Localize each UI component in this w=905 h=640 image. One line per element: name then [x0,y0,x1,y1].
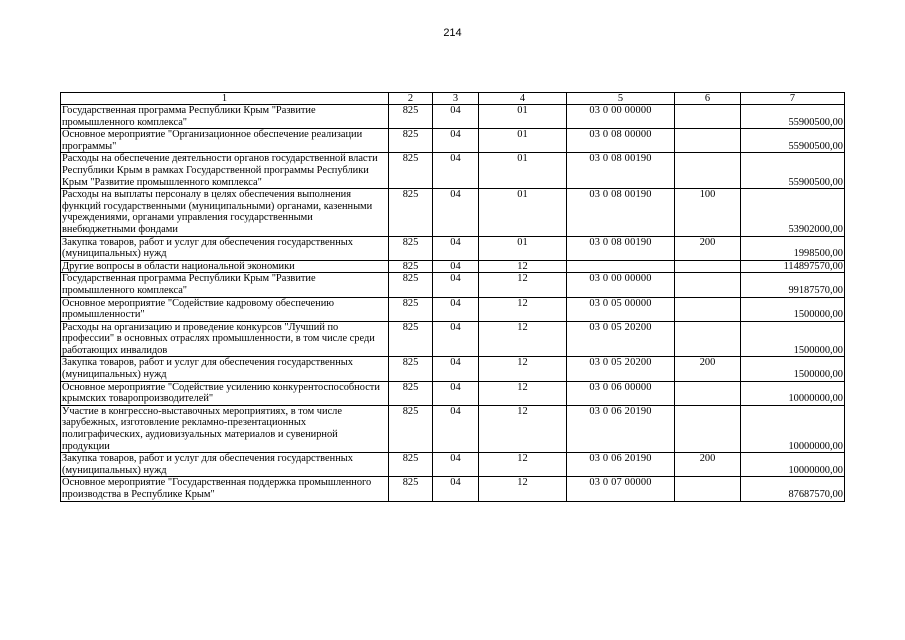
cell-name: Основное мероприятие "Содействие усилению конкурентоспособности крымских товаропроизводителей" [61,381,389,405]
cell-section: 04 [433,236,479,260]
cell-name: Участие в конгрессно-выставочных мероприятиях, в том числе зарубежных, изготовление рекламно-презентационных полиграфических, аудиовизуальных материалов и сувенирной продукции [61,405,389,452]
cell-program: 03 0 07 00000 [567,477,675,501]
cell-section: 04 [433,405,479,452]
cell-section: 04 [433,381,479,405]
cell-program: 03 0 08 00190 [567,153,675,189]
cell-name: Закупка товаров, работ и услуг для обеспечения государственных (муниципальных) нужд [61,236,389,260]
budget-table [60,92,845,502]
cell-amount: 55900500,00 [741,129,845,153]
cell-name: Государственная программа Республики Крым "Развитие промышленного комплекса" [61,273,389,297]
cell-expense-type [675,105,741,129]
cell-program: 03 0 06 20190 [567,453,675,477]
cell-amount: 55900500,00 [741,153,845,189]
cell-expense-type [675,297,741,321]
cell-name: Закупка товаров, работ и услуг для обеспечения государственных (муниципальных) нужд [61,453,389,477]
table-row [61,453,845,477]
cell-section: 04 [433,189,479,236]
cell-name: Основное мероприятие "Содействие кадровому обеспечению промышленности" [61,297,389,321]
table-row [61,189,845,236]
cell-section: 04 [433,105,479,129]
cell-program: 03 0 00 00000 [567,273,675,297]
page-number: 214 [443,27,462,39]
cell-ministry: 825 [389,273,433,297]
cell-name: Расходы на выплаты персоналу в целях обеспечения выполнения функций государственными (муниципальными) органами, казенными учреждениями, органами управления государственными внебюджетными фондами [61,189,389,236]
cell-expense-type: 200 [675,357,741,381]
cell-expense-type [675,129,741,153]
cell-name: Государственная программа Республики Крым "Развитие промышленного комплекса" [61,105,389,129]
cell-expense-type [675,260,741,273]
cell-ministry: 825 [389,357,433,381]
cell-amount: 114897570,00 [741,260,845,273]
table-row [61,236,845,260]
cell-amount: 87687570,00 [741,477,845,501]
cell-section: 04 [433,321,479,357]
cell-subsection: 01 [479,189,567,236]
cell-expense-type: 200 [675,236,741,260]
cell-name: Другие вопросы в области национальной экономики [61,260,389,273]
cell-amount: 1998500,00 [741,236,845,260]
cell-name: Основное мероприятие "Государственная поддержка промышленного производства в Республике Крым" [61,477,389,501]
column-header-ministry: 2 [389,93,433,105]
cell-ministry: 825 [389,321,433,357]
cell-program: 03 0 00 00000 [567,105,675,129]
cell-section: 04 [433,260,479,273]
cell-subsection: 01 [479,129,567,153]
cell-amount: 1500000,00 [741,297,845,321]
cell-expense-type: 200 [675,453,741,477]
column-header-amount: 7 [741,93,845,105]
cell-name: Расходы на обеспечение деятельности органов государственной власти Республики Крым в рамках Государственной программы Республики Крым "Развитие промышленного комплекса" [61,153,389,189]
cell-section: 04 [433,273,479,297]
cell-ministry: 825 [389,236,433,260]
cell-ministry: 825 [389,153,433,189]
table-row [61,477,845,501]
cell-amount: 10000000,00 [741,381,845,405]
table-row [61,321,845,357]
cell-ministry: 825 [389,260,433,273]
cell-program: 03 0 08 00000 [567,129,675,153]
cell-ministry: 825 [389,105,433,129]
cell-subsection: 12 [479,453,567,477]
cell-expense-type [675,273,741,297]
cell-program: 03 0 08 00190 [567,189,675,236]
column-header-section: 3 [433,93,479,105]
cell-program [567,260,675,273]
table-row [61,297,845,321]
cell-name: Расходы на организацию и проведение конкурсов "Лучший по профессии" в основных отраслях промышленности, в том числе среди работающих инвалидов [61,321,389,357]
cell-subsection: 12 [479,321,567,357]
cell-expense-type: 100 [675,189,741,236]
cell-program: 03 0 05 20200 [567,321,675,357]
cell-ministry: 825 [389,381,433,405]
cell-subsection: 01 [479,153,567,189]
cell-name: Закупка товаров, работ и услуг для обеспечения государственных (муниципальных) нужд [61,357,389,381]
cell-section: 04 [433,153,479,189]
cell-ministry: 825 [389,189,433,236]
cell-expense-type [675,381,741,405]
cell-program: 03 0 06 00000 [567,381,675,405]
cell-subsection: 01 [479,236,567,260]
table-row [61,260,845,273]
cell-amount: 99187570,00 [741,273,845,297]
cell-program: 03 0 05 00000 [567,297,675,321]
cell-expense-type [675,405,741,452]
column-header-subsection: 4 [479,93,567,105]
cell-amount: 55900500,00 [741,105,845,129]
cell-subsection: 12 [479,273,567,297]
column-header-program: 5 [567,93,675,105]
cell-section: 04 [433,477,479,501]
cell-expense-type [675,477,741,501]
cell-amount: 1500000,00 [741,321,845,357]
cell-name: Основное мероприятие "Организационное обеспечение реализации программы" [61,129,389,153]
cell-ministry: 825 [389,453,433,477]
cell-amount: 10000000,00 [741,405,845,452]
table-row [61,405,845,452]
cell-program: 03 0 05 20200 [567,357,675,381]
cell-amount: 10000000,00 [741,453,845,477]
cell-ministry: 825 [389,477,433,501]
cell-subsection: 12 [479,357,567,381]
cell-amount: 53902000,00 [741,189,845,236]
cell-expense-type [675,153,741,189]
table-row [61,381,845,405]
table-row [61,273,845,297]
cell-ministry: 825 [389,405,433,452]
cell-section: 04 [433,357,479,381]
cell-section: 04 [433,129,479,153]
cell-section: 04 [433,297,479,321]
column-header-expense-type: 6 [675,93,741,105]
table-header-row [61,93,845,105]
cell-subsection: 12 [479,260,567,273]
cell-subsection: 01 [479,105,567,129]
cell-section: 04 [433,453,479,477]
cell-subsection: 12 [479,381,567,405]
table-row [61,357,845,381]
cell-expense-type [675,321,741,357]
table-row [61,153,845,189]
cell-ministry: 825 [389,297,433,321]
table-row [61,129,845,153]
cell-program: 03 0 08 00190 [567,236,675,260]
table-row [61,105,845,129]
cell-subsection: 12 [479,477,567,501]
cell-subsection: 12 [479,405,567,452]
cell-subsection: 12 [479,297,567,321]
cell-ministry: 825 [389,129,433,153]
column-header-name: 1 [61,93,389,105]
cell-amount: 1500000,00 [741,357,845,381]
cell-program: 03 0 06 20190 [567,405,675,452]
